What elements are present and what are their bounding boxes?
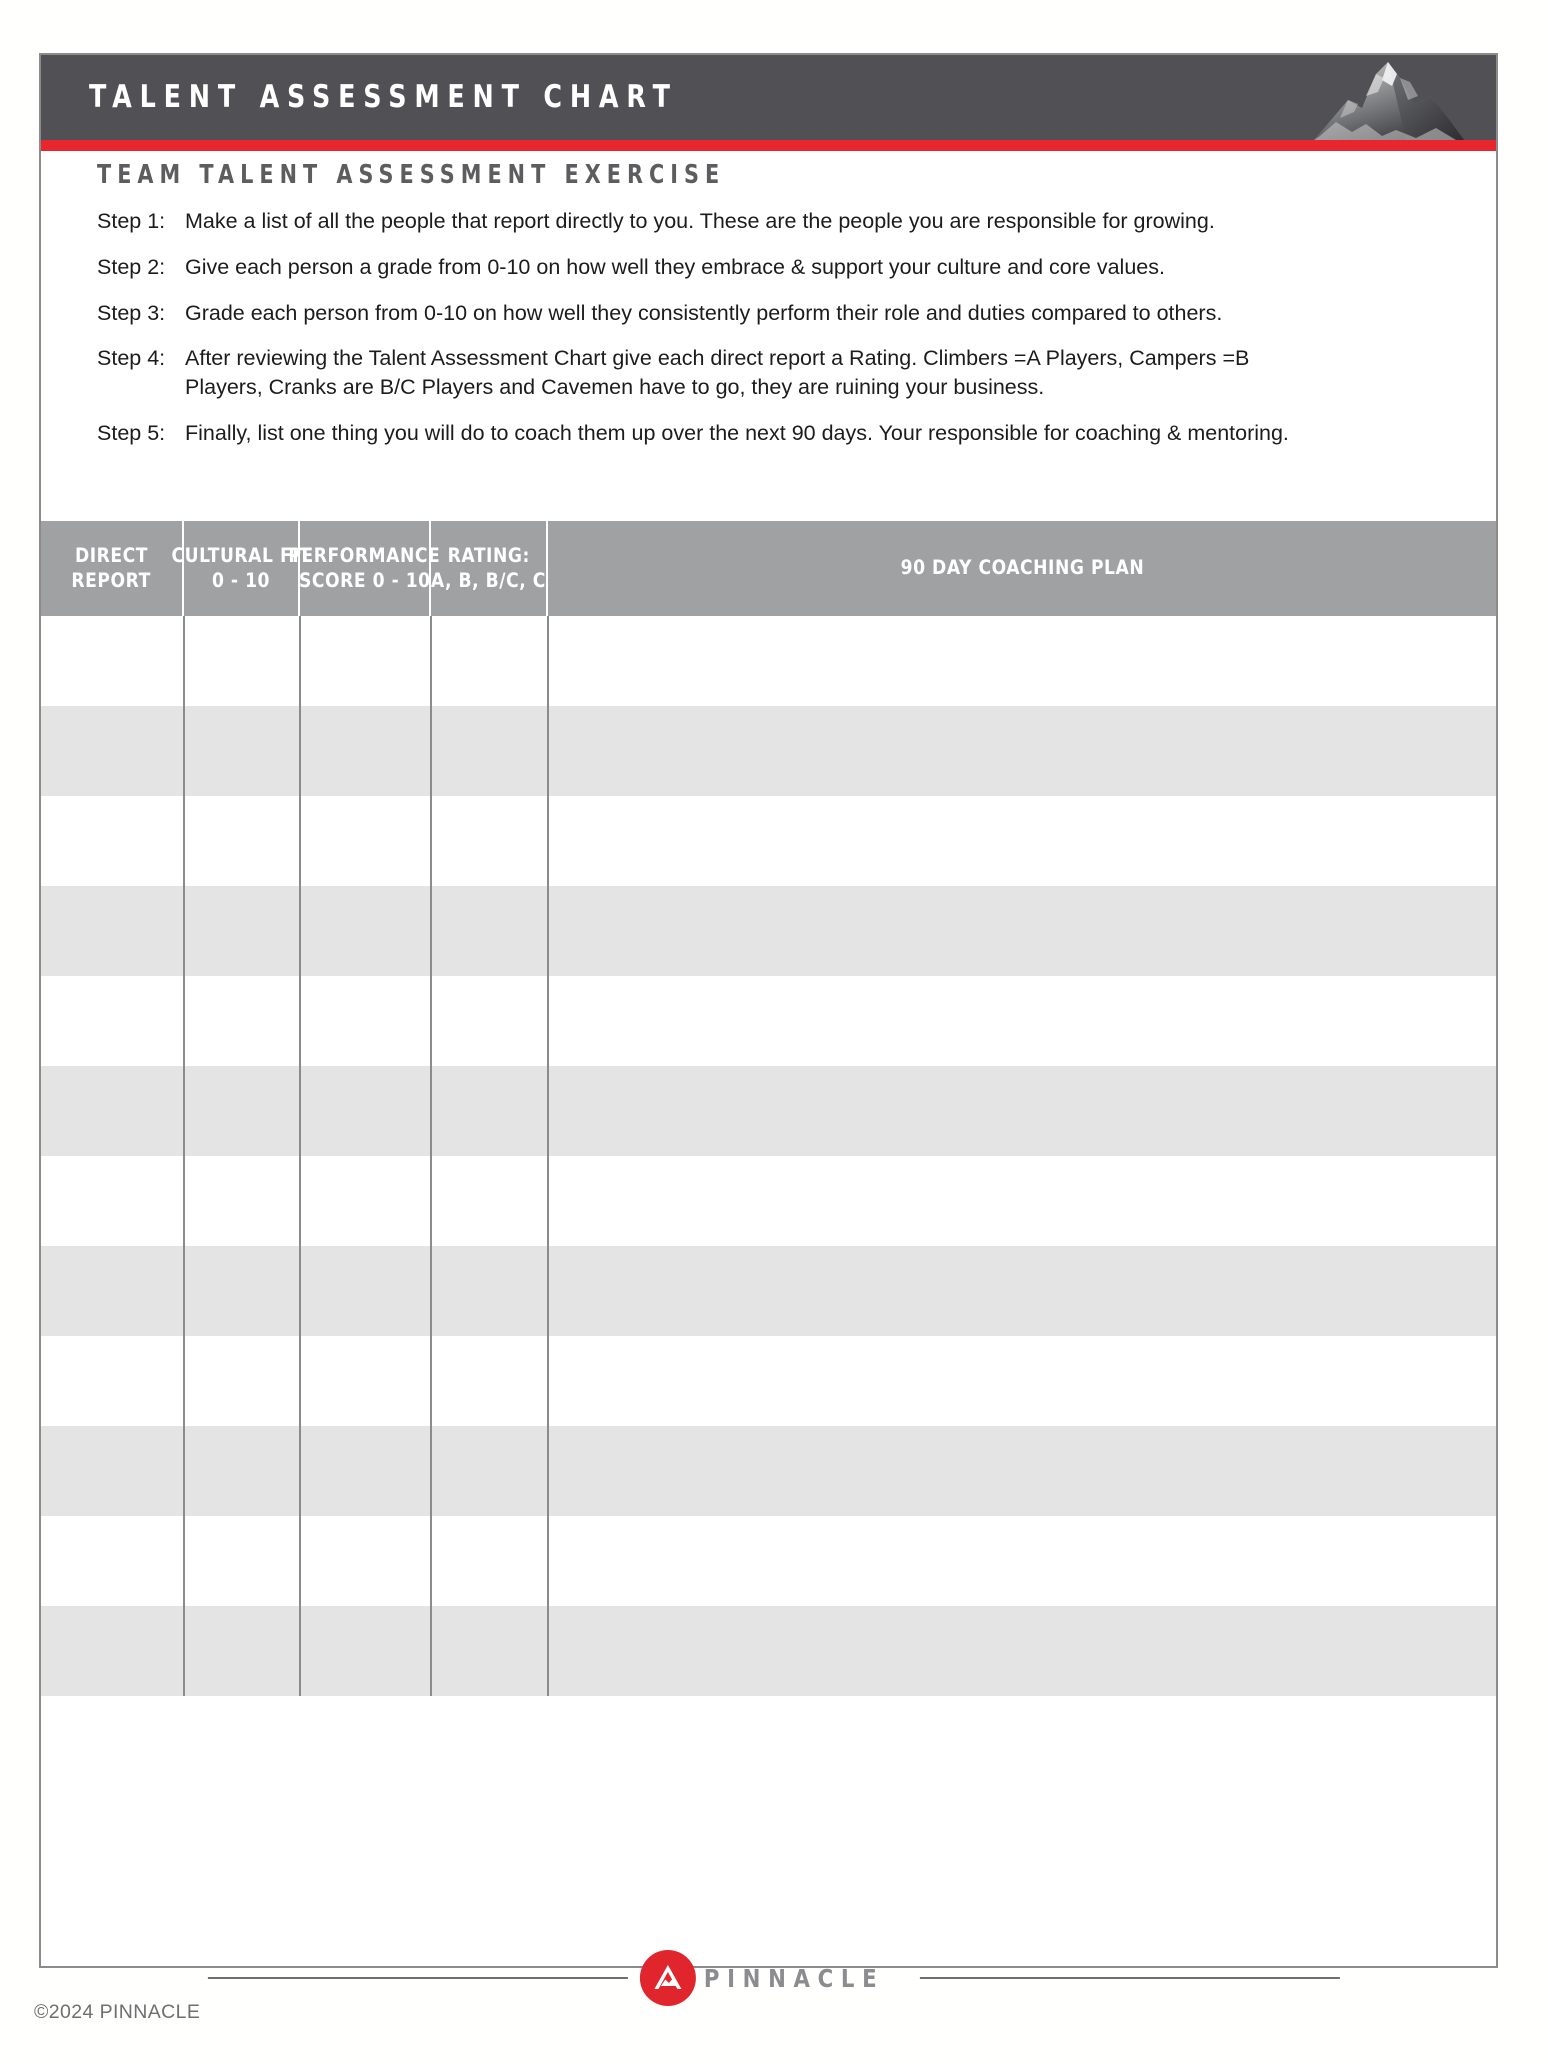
column-header-performance-score	[288, 521, 441, 616]
table-cell[interactable]	[184, 1606, 300, 1696]
table-row[interactable]	[41, 1516, 1496, 1606]
column-header-line-1: RATING:	[447, 544, 530, 568]
column-header-line-2: SCORE 0 - 10	[298, 568, 431, 592]
table-cell[interactable]	[300, 796, 431, 886]
table-cell[interactable]	[431, 1246, 548, 1336]
table-row[interactable]	[41, 976, 1496, 1066]
table-cell[interactable]	[431, 796, 548, 886]
mountain-peak-icon	[1296, 55, 1481, 140]
table-cell[interactable]	[548, 1336, 1496, 1426]
column-header-line-1: DIRECT	[74, 544, 149, 568]
column-header-line-1: PERFORMANCE	[288, 544, 441, 568]
table-cell[interactable]	[431, 1426, 548, 1516]
column-header-rating	[431, 521, 548, 616]
table-row[interactable]	[41, 616, 1496, 706]
step-item	[97, 419, 1487, 448]
column-header-line-1: CULTURAL FIT	[171, 544, 311, 568]
table-row[interactable]	[41, 706, 1496, 796]
column-header-direct-report	[41, 521, 184, 616]
table-cell[interactable]	[300, 976, 431, 1066]
column-header-line-1: 90 DAY COACHING PLAN	[900, 556, 1144, 580]
table-row[interactable]	[41, 1426, 1496, 1516]
table-cell[interactable]	[41, 1156, 184, 1246]
step-text: Finally, list one thing you will do to coach them up over the next 90 days. Your responsible for coaching & mentoring.	[185, 420, 1289, 445]
table-cell[interactable]	[431, 976, 548, 1066]
table-cell[interactable]	[41, 1516, 184, 1606]
table-row[interactable]	[41, 1246, 1496, 1336]
step-text-line-1: After reviewing the Talent Assessment Chart give each direct report a Rating. Climbers =A Players, Campers =B	[185, 346, 1250, 371]
step-label: Step 3:	[97, 300, 166, 325]
table-cell[interactable]	[41, 616, 184, 706]
table-cell[interactable]	[548, 706, 1496, 796]
table-row[interactable]	[41, 796, 1496, 886]
table-cell[interactable]	[184, 1336, 300, 1426]
step-item	[97, 253, 1487, 282]
document-header	[41, 55, 1496, 140]
table-cell[interactable]	[184, 706, 300, 796]
table-row-blank[interactable]	[41, 1696, 1496, 1774]
step-label: Step 4:	[97, 346, 166, 371]
logo-mountain-glyph	[650, 1960, 686, 1996]
table-cell[interactable]	[431, 1606, 548, 1696]
step-text	[185, 344, 1487, 402]
table-row[interactable]	[41, 1156, 1496, 1246]
step-text-line-2: Players, Cranks are B/C Players and Cavemen have to go, they are ruining your business.	[185, 375, 1045, 400]
table-cell[interactable]	[184, 976, 300, 1066]
step-label: Step 1:	[97, 209, 166, 233]
table-cell[interactable]	[41, 1336, 184, 1426]
table-cell[interactable]	[548, 1426, 1496, 1516]
table-cell[interactable]	[431, 1156, 548, 1246]
table-cell[interactable]	[300, 616, 431, 706]
table-cell[interactable]	[184, 1156, 300, 1246]
table-cell[interactable]	[548, 886, 1496, 976]
table-cell[interactable]	[41, 706, 184, 796]
table-cell[interactable]	[548, 976, 1496, 1066]
step-text: Grade each person from 0-10 on how well they consistently perform their role and duties compared to others.	[185, 300, 1223, 325]
table-cell[interactable]	[41, 886, 184, 976]
column-header-line-2: A, B, B/C, C	[430, 568, 547, 592]
step-text: Make a list of all the people that report directly to you. These are the people you are responsible for growing.	[185, 209, 1215, 233]
table-cell[interactable]	[41, 1066, 184, 1156]
table-cell[interactable]	[41, 1426, 184, 1516]
table-row[interactable]	[41, 886, 1496, 976]
table-cell[interactable]	[431, 1336, 548, 1426]
step-label: Step 2:	[97, 254, 166, 279]
column-header-cultural-fit	[171, 521, 311, 616]
document-footer	[0, 1950, 1548, 2064]
column-header-coaching-plan	[548, 521, 1496, 616]
step-item	[97, 207, 1487, 236]
brand-wordmark: PINNACLE	[703, 1963, 885, 1993]
table-cell[interactable]	[300, 1426, 431, 1516]
table-cell[interactable]	[431, 706, 548, 796]
table-cell[interactable]	[431, 616, 548, 706]
table-cell[interactable]	[431, 886, 548, 976]
table-cell[interactable]	[548, 1156, 1496, 1246]
table-cell[interactable]	[300, 706, 431, 796]
step-item	[97, 299, 1487, 328]
table-cell[interactable]	[41, 1246, 184, 1336]
table-cell[interactable]	[41, 796, 184, 886]
brand-logo	[208, 1950, 1340, 2006]
table-cell[interactable]	[184, 1426, 300, 1516]
table-cell[interactable]	[41, 976, 184, 1066]
table-cell[interactable]	[431, 1516, 548, 1606]
footer-rule-left	[208, 1977, 628, 1979]
table-cell[interactable]	[300, 1156, 431, 1246]
step-item	[97, 344, 1487, 402]
table-cell[interactable]	[300, 1606, 431, 1696]
table-cell[interactable]	[300, 1246, 431, 1336]
table-cell[interactable]	[184, 1516, 300, 1606]
table-cell[interactable]	[548, 1066, 1496, 1156]
table-row[interactable]	[41, 1606, 1496, 1696]
table-cell[interactable]	[184, 1066, 300, 1156]
column-header-line-2: REPORT	[71, 568, 152, 592]
table-cell[interactable]	[41, 1606, 184, 1696]
table-cell[interactable]	[548, 616, 1496, 706]
table-row[interactable]	[41, 1336, 1496, 1426]
table-cell[interactable]	[184, 796, 300, 886]
table-cell[interactable]	[184, 616, 300, 706]
accent-rule	[41, 140, 1496, 151]
footer-rule-right	[920, 1977, 1340, 1979]
table-cell[interactable]	[548, 796, 1496, 886]
table-cell[interactable]	[300, 1066, 431, 1156]
column-header-line-2: 0 - 10	[211, 568, 271, 592]
step-text: Give each person a grade from 0-10 on how well they embrace & support your culture and core values.	[185, 254, 1165, 279]
table-cell[interactable]	[548, 1606, 1496, 1696]
table-cell[interactable]	[431, 1066, 548, 1156]
section-title: TEAM TALENT ASSESSMENT EXERCISE	[97, 160, 726, 190]
table-cell[interactable]	[300, 1336, 431, 1426]
table-cell[interactable]	[184, 886, 300, 976]
steps-list	[97, 207, 1487, 465]
copyright-notice: ©2024 PINNACLE	[34, 2001, 201, 2023]
table-cell[interactable]	[184, 1246, 300, 1336]
table-cell[interactable]	[300, 886, 431, 976]
table-cell[interactable]	[548, 1246, 1496, 1336]
table-header-row	[41, 521, 1496, 616]
table-cell[interactable]	[300, 1516, 431, 1606]
page-title: TALENT ASSESSMENT CHART	[89, 79, 678, 115]
assessment-table	[41, 521, 1496, 1774]
table-body	[41, 616, 1496, 1774]
table-cell[interactable]	[548, 1516, 1496, 1606]
step-label: Step 5:	[97, 420, 166, 445]
pinnacle-logo-icon	[640, 1950, 696, 2006]
table-row[interactable]	[41, 1066, 1496, 1156]
